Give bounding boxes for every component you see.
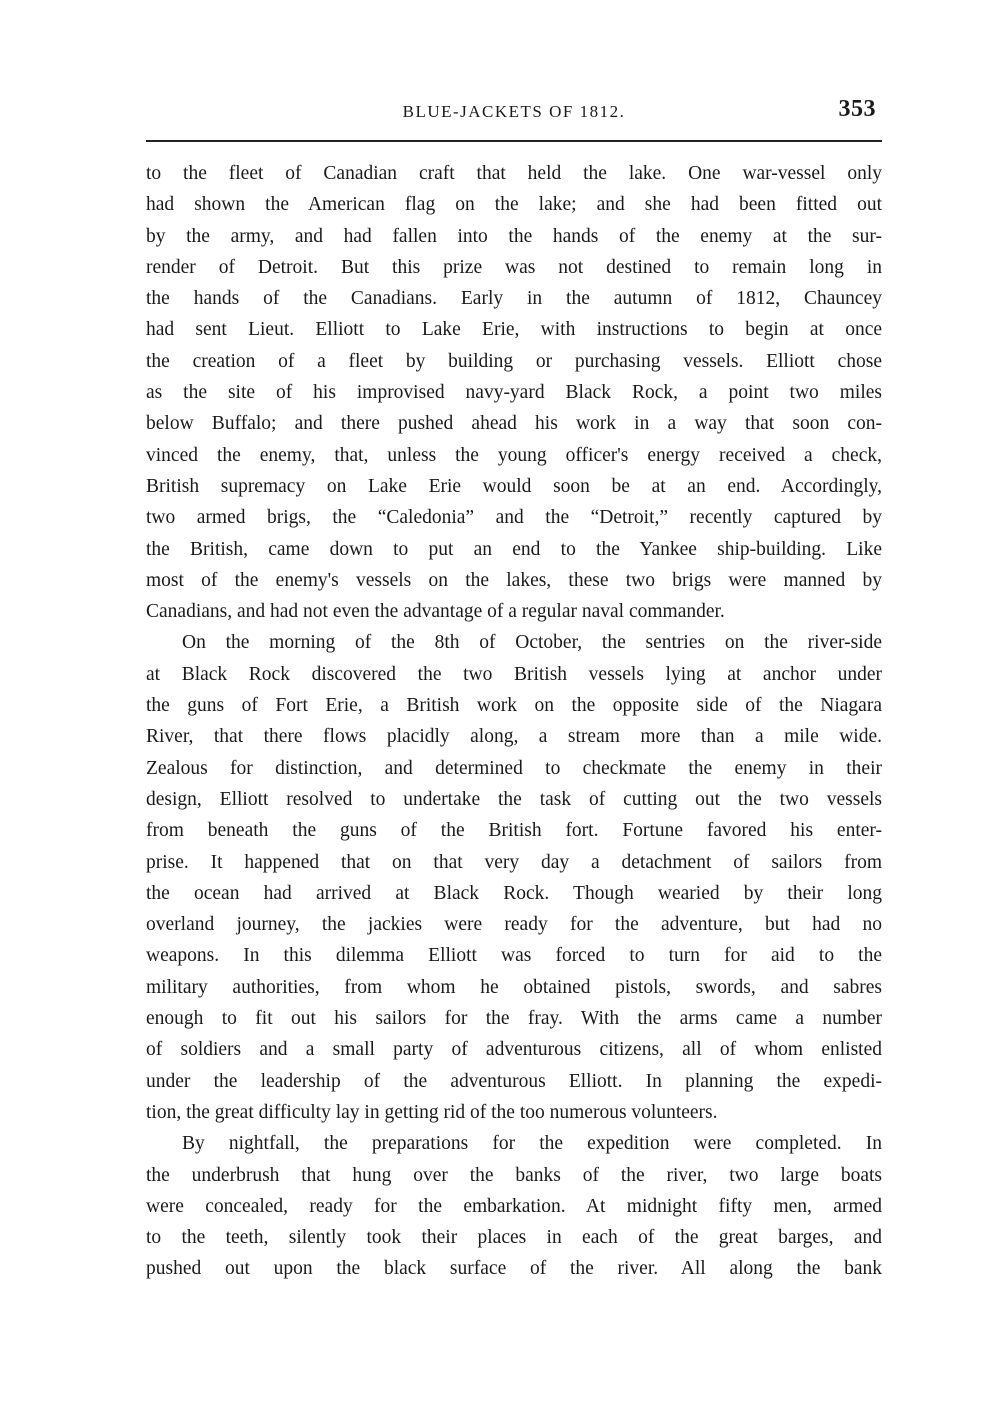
text-line: weapons. In this dilemma Elliott was forced to turn for aid to the	[146, 945, 882, 967]
text-line: Zealous for distinction, and determined to checkmate the enemy in their	[146, 757, 882, 779]
running-title: BLUE-JACKETS OF 1812.	[402, 102, 626, 121]
text-line: below Buffalo; and there pushed ahead his work in a way that soon con-	[146, 413, 882, 435]
text-line: overland journey, the jackies were ready for the adventure, but had no	[146, 914, 882, 936]
text-line: of soldiers and a small party of adventurous citizens, all of whom enlisted	[146, 1039, 882, 1061]
text-line: were concealed, ready for the embarkation. At midnight fifty men, armed	[146, 1195, 882, 1217]
text-line: from beneath the guns of the British fort. Fortune favored his enter-	[146, 820, 882, 842]
text-line: enough to fit out his sailors for the fray. With the arms came a number	[146, 1008, 882, 1030]
text-line: British supremacy on Lake Erie would soon be at an end. Accordingly,	[146, 475, 882, 497]
running-head	[146, 96, 882, 136]
text-line: most of the enemy's vessels on the lakes, these two brigs were manned by	[146, 569, 882, 591]
text-line: the British, came down to put an end to the Yankee ship-building. Like	[146, 538, 882, 560]
text-line: military authorities, from whom he obtained pistols, swords, and sabres	[146, 976, 882, 998]
paragraph-start-line: On the morning of the 8th of October, the sentries on the river-side	[182, 632, 882, 654]
text-line: vinced the enemy, that, unless the young officer's energy received a check,	[146, 444, 882, 466]
text-line: under the leadership of the adventurous Elliott. In planning the expedi-	[146, 1070, 882, 1092]
text-line: by the army, and had fallen into the hands of the enemy at the sur-	[146, 225, 882, 247]
text-line: prise. It happened that on that very day a detachment of sailors from	[146, 851, 882, 873]
text-line: to the teeth, silently took their places in each of the great barges, and	[146, 1227, 882, 1249]
text-line: at Black Rock discovered the two British vessels lying at anchor under	[146, 663, 882, 685]
text-line: River, that there flows placidly along, a stream more than a mile wide.	[146, 726, 882, 748]
paragraph-end-line: tion, the great difficulty lay in getting rid of the too numerous volunteers.	[146, 1101, 718, 1123]
text-line: the hands of the Canadians. Early in the autumn of 1812, Chauncey	[146, 288, 882, 310]
text-line: had sent Lieut. Elliott to Lake Erie, with instructions to begin at once	[146, 319, 882, 341]
paragraph-start-line: By nightfall, the preparations for the expedition were completed. In	[182, 1133, 882, 1155]
text-line: the ocean had arrived at Black Rock. Though wearied by their long	[146, 882, 882, 904]
text-line: two armed brigs, the “Caledonia” and the “Detroit,” recently captured by	[146, 507, 882, 529]
text-line: design, Elliott resolved to undertake the task of cutting out the two vessels	[146, 788, 882, 810]
text-line: the creation of a fleet by building or purchasing vessels. Elliott chose	[146, 350, 882, 372]
text-line: the guns of Fort Erie, a British work on the opposite side of the Niagara	[146, 695, 882, 717]
paragraph-end-line: Canadians, and had not even the advantage of a regular naval commander.	[146, 601, 725, 623]
text-line: render of Detroit. But this prize was not destined to remain long in	[146, 256, 882, 278]
page-number: 353	[838, 96, 876, 122]
text-line: had shown the American flag on the lake; and she had been fitted out	[146, 194, 882, 216]
header-rule	[146, 140, 882, 142]
text-line: as the site of his improvised navy-yard Black Rock, a point two miles	[146, 382, 882, 404]
text-line: pushed out upon the black surface of the river. All along the bank	[146, 1258, 882, 1280]
body-text	[146, 158, 882, 1285]
text-line: to the fleet of Canadian craft that held the lake. One war-vessel only	[146, 163, 882, 184]
text-line: the underbrush that hung over the banks of the river, two large boats	[146, 1164, 882, 1186]
